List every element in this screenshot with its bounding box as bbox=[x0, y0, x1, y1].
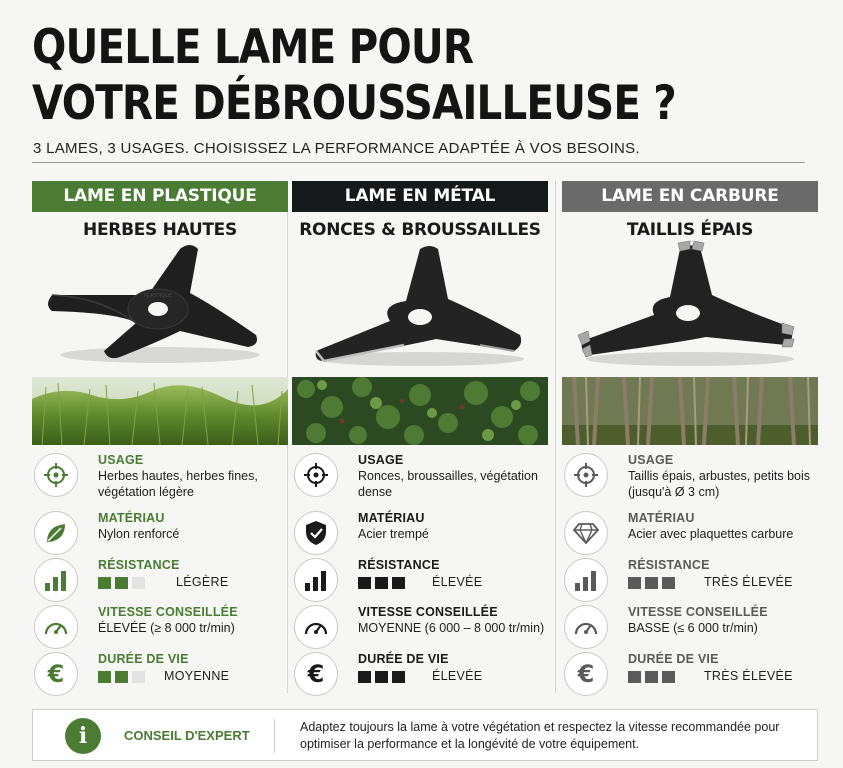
bar-chart-icon bbox=[294, 558, 338, 602]
speed-label: VITESSE CONSEILLÉE bbox=[358, 605, 498, 619]
plastic-blade-image bbox=[32, 239, 288, 369]
rating-square-empty bbox=[132, 671, 145, 683]
rating-square-filled bbox=[662, 577, 675, 589]
usage-row bbox=[32, 453, 288, 499]
speedometer-icon bbox=[564, 605, 608, 649]
bar-chart-icon bbox=[564, 558, 608, 602]
header-divider bbox=[32, 162, 805, 163]
euro-icon: € bbox=[294, 652, 338, 696]
metal-blade-image bbox=[292, 239, 548, 369]
thicket-photo bbox=[562, 377, 818, 445]
rating-square-filled bbox=[628, 577, 641, 589]
lifespan-level: MOYENNE bbox=[164, 669, 230, 683]
lifespan-label: DURÉE DE VIE bbox=[628, 652, 719, 666]
diamond-icon bbox=[564, 511, 608, 555]
rating-square-filled bbox=[392, 671, 405, 683]
speed-text: MOYENNE (6 000 – 8 000 tr/min) bbox=[358, 621, 545, 635]
lifespan-label: DURÉE DE VIE bbox=[98, 652, 189, 666]
material-row bbox=[292, 511, 548, 557]
expert-tip-box bbox=[32, 709, 818, 761]
blade-column-carbide bbox=[562, 181, 818, 688]
material-row bbox=[562, 511, 818, 557]
lifespan-level: TRÈS ÉLEVÉE bbox=[704, 669, 793, 683]
rating-square-filled bbox=[375, 671, 388, 683]
brambles-photo bbox=[292, 377, 548, 445]
rating-square-filled bbox=[662, 671, 675, 683]
euro-icon: € bbox=[34, 652, 78, 696]
usage-text: Herbes hautes, herbes fines, végétation légère bbox=[98, 469, 258, 499]
rating-square-filled bbox=[115, 671, 128, 683]
rating-square-filled bbox=[115, 577, 128, 589]
resistance-level: TRÈS ÉLEVÉE bbox=[704, 575, 793, 589]
material-label: MATÉRIAU bbox=[628, 511, 695, 525]
lifespan-rating bbox=[628, 671, 675, 683]
material-text: Acier trempé bbox=[358, 527, 429, 541]
rating-square-empty bbox=[132, 577, 145, 589]
lifespan-rating bbox=[98, 671, 145, 683]
material-label: MATÉRIAU bbox=[358, 511, 425, 525]
grass-photo bbox=[32, 377, 288, 445]
carbide-blade-image bbox=[562, 239, 818, 369]
material-row bbox=[32, 511, 288, 557]
rating-square-filled bbox=[628, 671, 641, 683]
material-text: Acier avec plaquettes carbure bbox=[628, 527, 794, 541]
expert-tip-text: Adaptez toujours la lame à votre végétation et respectez la vitesse recommandée pour optimiser la performance et la longévité de votre équipement. bbox=[300, 720, 780, 751]
usage-row bbox=[292, 453, 548, 499]
title-line-2: VOTRE DÉBROUSSAILLEUSE ? bbox=[32, 76, 676, 131]
title-line-1: QUELLE LAME POUR bbox=[32, 20, 474, 75]
speedometer-icon bbox=[34, 605, 78, 649]
resistance-level: ÉLEVÉE bbox=[432, 575, 483, 589]
speed-row bbox=[292, 605, 548, 651]
resistance-row bbox=[562, 558, 818, 604]
page-subtitle: 3 LAMES, 3 USAGES. CHOISISSEZ LA PERFORMANCE ADAPTÉE À VOS BESOINS. bbox=[33, 140, 640, 157]
speed-label: VITESSE CONSEILLÉE bbox=[628, 605, 768, 619]
leaf-icon bbox=[34, 511, 78, 555]
usage-text: Ronces, broussailles, végétation dense bbox=[358, 469, 538, 499]
column-banner: LAME EN MÉTAL bbox=[292, 181, 548, 212]
column-title: HERBES HAUTES bbox=[83, 220, 237, 240]
material-text: Nylon renforcé bbox=[98, 527, 180, 541]
usage-row bbox=[562, 453, 818, 499]
speed-row bbox=[562, 605, 818, 651]
usage-label: USAGE bbox=[628, 453, 674, 467]
info-icon: i bbox=[65, 718, 101, 754]
bar-chart-icon bbox=[34, 558, 78, 602]
rating-square-filled bbox=[645, 577, 658, 589]
blade-column-plastic bbox=[32, 181, 288, 688]
column-title: TAILLIS ÉPAIS bbox=[626, 220, 754, 240]
usage-text: Taillis épais, arbustes, petits bois (jusqu'à Ø 3 cm) bbox=[628, 469, 811, 499]
rating-square-filled bbox=[358, 577, 371, 589]
column-banner: LAME EN PLASTIQUE bbox=[32, 181, 288, 212]
resistance-rating bbox=[628, 577, 675, 589]
lifespan-level: ÉLEVÉE bbox=[432, 669, 483, 683]
speedometer-icon bbox=[294, 605, 338, 649]
rating-square-filled bbox=[375, 577, 388, 589]
crosshair-icon bbox=[564, 453, 608, 497]
expert-tip-label: CONSEIL D'EXPERT bbox=[124, 728, 250, 743]
shield-icon bbox=[294, 511, 338, 555]
column-banner: LAME EN CARBURE bbox=[562, 181, 818, 212]
speed-row bbox=[32, 605, 288, 651]
lifespan-row bbox=[32, 652, 288, 698]
tip-divider bbox=[274, 719, 275, 753]
rating-square-filled bbox=[392, 577, 405, 589]
resistance-label: RÉSISTANCE bbox=[358, 558, 440, 572]
usage-label: USAGE bbox=[98, 453, 144, 467]
resistance-row bbox=[292, 558, 548, 604]
speed-label: VITESSE CONSEILLÉE bbox=[98, 605, 238, 619]
resistance-rating bbox=[98, 577, 145, 589]
lifespan-row bbox=[562, 652, 818, 698]
rating-square-filled bbox=[98, 577, 111, 589]
rating-square-filled bbox=[645, 671, 658, 683]
resistance-label: RÉSISTANCE bbox=[628, 558, 710, 572]
crosshair-icon bbox=[294, 453, 338, 497]
page-title bbox=[32, 20, 676, 132]
rating-square-filled bbox=[98, 671, 111, 683]
material-label: MATÉRIAU bbox=[98, 511, 165, 525]
speed-text: ÉLEVÉE (≥ 8 000 tr/min) bbox=[98, 621, 235, 635]
usage-label: USAGE bbox=[358, 453, 404, 467]
resistance-label: RÉSISTANCE bbox=[98, 558, 180, 572]
lifespan-row bbox=[292, 652, 548, 698]
resistance-row bbox=[32, 558, 288, 604]
resistance-level: LÉGÈRE bbox=[176, 575, 229, 589]
column-title: RONCES & BROUSSAILLES bbox=[299, 220, 541, 240]
blade-column-metal bbox=[292, 181, 548, 688]
speed-text: BASSE (≤ 6 000 tr/min) bbox=[628, 621, 758, 635]
lifespan-label: DURÉE DE VIE bbox=[358, 652, 449, 666]
crosshair-icon bbox=[34, 453, 78, 497]
column-divider-2 bbox=[555, 181, 556, 693]
euro-icon: € bbox=[564, 652, 608, 696]
resistance-rating bbox=[358, 577, 405, 589]
rating-square-filled bbox=[358, 671, 371, 683]
lifespan-rating bbox=[358, 671, 405, 683]
blade-engraving: PLASTIQUE bbox=[144, 293, 172, 299]
